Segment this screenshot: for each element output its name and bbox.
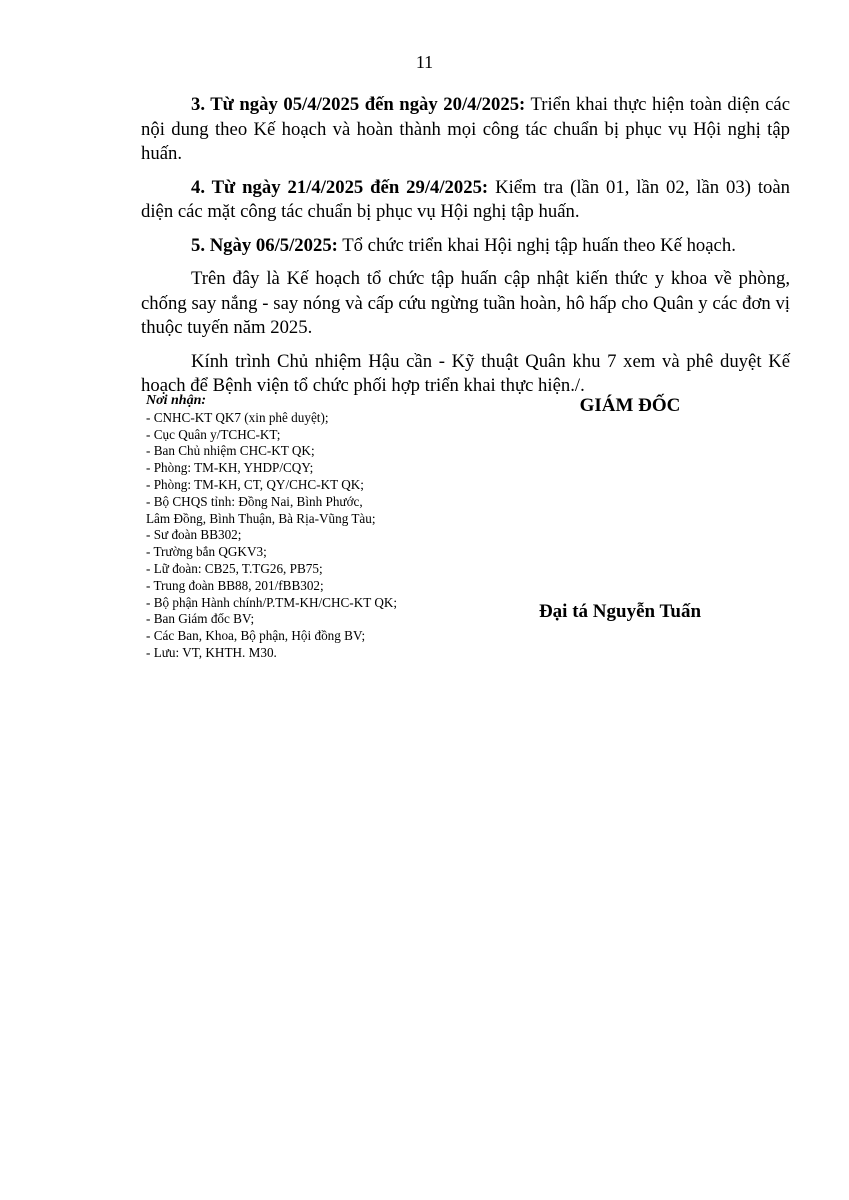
paragraph-text: Kính trình Chủ nhiệm Hậu cần - Kỹ thuật Quân khu 7 xem và phê duyệt Kế hoạch để Bệnh viện tổ chức phối hợp triển khai thực hiện./. xyxy=(141,350,790,396)
list-item: - Phòng: TM-KH, CT, QY/CHC-KT QK; xyxy=(146,476,364,492)
list-item: - Sư đoàn BB302; xyxy=(146,527,242,543)
list-item: - Các Ban, Khoa, Bộ phận, Hội đồng BV; xyxy=(146,628,366,644)
list-item: - Bộ phận Hành chính/P.TM-KH/CHC-KT QK; xyxy=(146,594,398,610)
paragraph-text: Triển khai thực hiện toàn diện các nội dung theo Kế hoạch và hoàn thành mọi công tác chuẩn bị phục vụ Hội nghị tập huấn. xyxy=(141,94,791,164)
signature-name: Đại tá Nguyễn Tuấn xyxy=(538,601,702,622)
paragraph-step-4 xyxy=(141,176,790,225)
list-item: - Ban Giám đốc BV; xyxy=(146,611,255,627)
signature-title: GIÁM ĐỐC xyxy=(579,395,681,416)
recipients-block xyxy=(146,393,476,662)
list-item: - Cục Quân y/TCHC-KT; xyxy=(146,426,281,442)
paragraph-request xyxy=(141,350,790,399)
page-number: 11 xyxy=(415,52,434,72)
paragraph-lead: 4. Từ ngày 21/4/2025 đến 29/4/2025: xyxy=(191,176,489,198)
paragraph-lead: 3. Từ ngày 05/4/2025 đến ngày 20/4/2025: xyxy=(191,94,526,115)
list-item: - Lữ đoàn: CB25, T.TG26, PB75; xyxy=(146,560,323,576)
recipients-title: Nơi nhận: xyxy=(146,393,207,408)
list-item: - Trường bắn QGKV3; xyxy=(146,544,267,560)
paragraph-text: Trên đây là Kế hoạch tổ chức tập huấn cập nhật kiến thức y khoa về phòng, chống say nắng - say nóng và cấp cứu ngừng tuần hoàn, hô hấp cho Quân y các đơn vị thuộc tuyến năm 2025. xyxy=(141,268,790,338)
list-item: - Bộ CHQS tỉnh: Đồng Nai, Bình Phước, xyxy=(146,493,363,509)
list-item: - Lưu: VT, KHTH. M30. xyxy=(146,644,277,660)
document-body xyxy=(141,93,790,408)
paragraph-text: Tổ chức triển khai Hội nghị tập huấn theo Kế hoạch. xyxy=(337,234,736,256)
paragraph-summary xyxy=(141,267,790,341)
list-item: - CNHC-KT QK7 (xin phê duyệt); xyxy=(146,409,329,425)
paragraph-step-3 xyxy=(141,93,790,167)
paragraph-text: Kiểm tra (lần 01, lần 02, lần 03) toàn diện các mặt công tác chuẩn bị phục vụ Hội nghị tập huấn. xyxy=(141,176,791,222)
list-item: - Phòng: TM-KH, YHDP/CQY; xyxy=(146,460,314,476)
recipients-list xyxy=(146,410,476,662)
paragraph-step-5 xyxy=(141,234,790,259)
list-item: - Trung đoàn BB88, 201/fBB302; xyxy=(146,577,324,593)
list-item: - Ban Chủ nhiệm CHC-KT QK; xyxy=(146,443,315,459)
list-item: Lâm Đồng, Bình Thuận, Bà Rịa-Vũng Tàu; xyxy=(146,510,376,526)
paragraph-lead: 5. Ngày 06/5/2025: xyxy=(191,234,338,256)
